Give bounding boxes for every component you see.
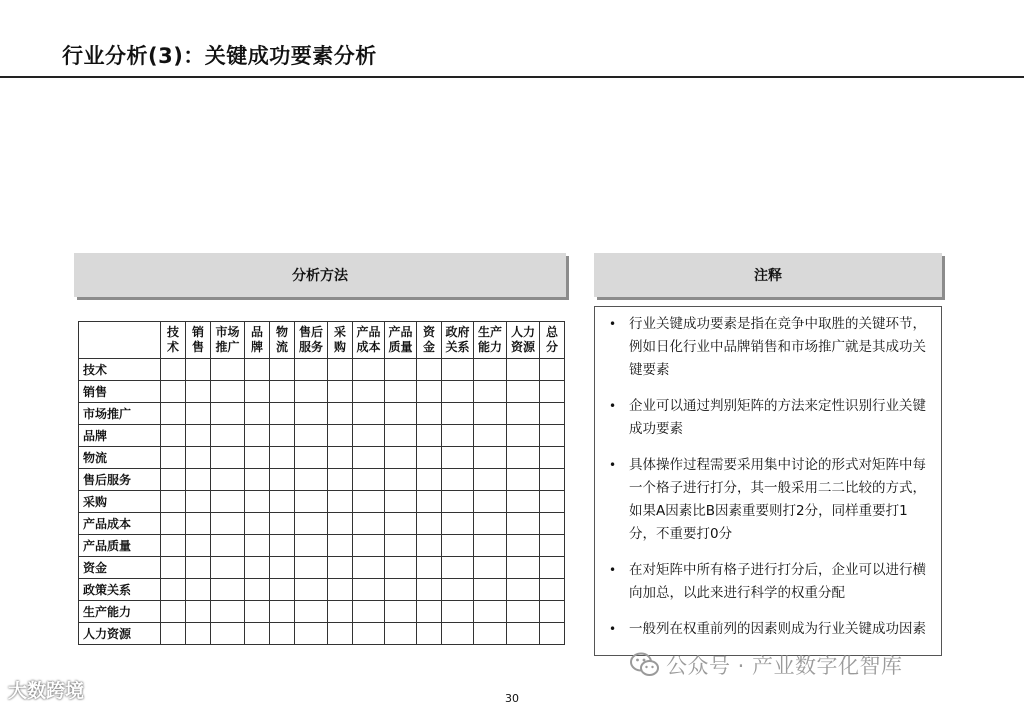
matrix-score-cell [211, 513, 245, 535]
matrix-score-cell [295, 425, 328, 447]
matrix-score-cell [186, 403, 211, 425]
matrix-score-cell [353, 513, 385, 535]
matrix-score-cell [270, 557, 295, 579]
matrix-score-cell [270, 381, 295, 403]
matrix-score-cell [161, 425, 186, 447]
matrix-score-cell [353, 469, 385, 491]
matrix-score-cell [295, 359, 328, 381]
matrix-score-cell [295, 447, 328, 469]
matrix-score-cell [540, 535, 565, 557]
matrix-score-cell [245, 557, 270, 579]
matrix-score-cell [442, 491, 474, 513]
column-header-line: 服务 [298, 340, 323, 354]
note-text: 在对矩阵中所有格子进行打分后，企业可以进行横向加总，以此来进行科学的权重分配 [629, 562, 926, 601]
column-header-line: 资 [422, 325, 435, 339]
method-section-header [74, 253, 566, 297]
matrix-score-cell [161, 359, 186, 381]
matrix-score-cell [328, 447, 353, 469]
matrix-score-cell [474, 579, 507, 601]
matrix-score-cell [245, 491, 270, 513]
column-header-line: 分 [545, 340, 558, 354]
matrix-score-cell [353, 557, 385, 579]
matrix-score-cell [385, 557, 417, 579]
matrix-score-cell [507, 535, 540, 557]
matrix-score-cell [507, 359, 540, 381]
column-header-line: 推广 [215, 340, 240, 354]
matrix-score-cell [540, 579, 565, 601]
matrix-score-cell [211, 557, 245, 579]
matrix-score-cell [328, 359, 353, 381]
column-header-line: 流 [275, 340, 288, 354]
matrix-score-cell [442, 381, 474, 403]
judgement-matrix [78, 321, 565, 645]
matrix-score-cell [270, 359, 295, 381]
column-header-line: 能力 [477, 340, 502, 354]
matrix-score-cell [353, 579, 385, 601]
matrix-score-cell [353, 403, 385, 425]
matrix-column-header [442, 322, 474, 359]
matrix-row-label: 品牌 [79, 425, 161, 447]
title-divider [0, 76, 1024, 78]
matrix-score-cell [186, 491, 211, 513]
matrix-column-header [353, 322, 385, 359]
wechat-icon [630, 652, 660, 683]
matrix-score-cell [211, 359, 245, 381]
matrix-score-cell [474, 601, 507, 623]
matrix-row [79, 601, 565, 623]
matrix-row [79, 491, 565, 513]
matrix-score-cell [295, 601, 328, 623]
matrix-score-cell [295, 513, 328, 535]
matrix-score-cell [295, 381, 328, 403]
matrix-score-cell [270, 579, 295, 601]
matrix-score-cell [186, 359, 211, 381]
matrix-score-cell [507, 557, 540, 579]
matrix-score-cell [295, 535, 328, 557]
note-item [609, 454, 931, 546]
matrix-score-cell [211, 469, 245, 491]
matrix-score-cell [385, 359, 417, 381]
matrix-score-cell [417, 601, 442, 623]
matrix-score-cell [442, 535, 474, 557]
matrix-score-cell [328, 579, 353, 601]
matrix-score-cell [161, 579, 186, 601]
matrix-score-cell [328, 535, 353, 557]
matrix-score-cell [442, 557, 474, 579]
matrix-score-cell [474, 447, 507, 469]
matrix-score-cell [270, 601, 295, 623]
page-number: 30 [505, 692, 519, 705]
column-header-line: 购 [333, 340, 346, 354]
matrix-score-cell [540, 403, 565, 425]
matrix-score-cell [417, 403, 442, 425]
matrix-score-cell [385, 403, 417, 425]
matrix-score-cell [186, 557, 211, 579]
matrix-score-cell [328, 425, 353, 447]
matrix-row [79, 359, 565, 381]
matrix-score-cell [474, 469, 507, 491]
matrix-score-cell [245, 359, 270, 381]
matrix-column-header [295, 322, 328, 359]
matrix-score-cell [328, 469, 353, 491]
matrix-score-cell [474, 491, 507, 513]
matrix-column-header [507, 322, 540, 359]
matrix-score-cell [161, 513, 186, 535]
column-header-line: 市场 [215, 325, 240, 339]
matrix-score-cell [353, 381, 385, 403]
bullet-icon: • [609, 563, 617, 577]
matrix-score-cell [353, 359, 385, 381]
matrix-score-cell [295, 579, 328, 601]
matrix-row-label: 销售 [79, 381, 161, 403]
matrix-score-cell [507, 447, 540, 469]
matrix-score-cell [474, 623, 507, 645]
matrix-score-cell [417, 557, 442, 579]
matrix-score-cell [161, 469, 186, 491]
column-header-line: 金 [422, 340, 435, 354]
matrix-score-cell [417, 447, 442, 469]
note-item [609, 313, 931, 382]
column-header-line: 售 [191, 340, 204, 354]
matrix-score-cell [507, 425, 540, 447]
matrix-score-cell [245, 513, 270, 535]
matrix-column-header [474, 322, 507, 359]
column-header-line: 成本 [356, 340, 381, 354]
column-header-line: 品 [250, 325, 263, 339]
matrix-score-cell [417, 623, 442, 645]
matrix-row-label: 产品质量 [79, 535, 161, 557]
matrix-score-cell [353, 601, 385, 623]
matrix-row-label: 资金 [79, 557, 161, 579]
matrix-row [79, 469, 565, 491]
matrix-score-cell [385, 601, 417, 623]
matrix-row-label: 生产能力 [79, 601, 161, 623]
matrix-score-cell [507, 469, 540, 491]
matrix-score-cell [353, 535, 385, 557]
matrix-score-cell [270, 535, 295, 557]
matrix-score-cell [540, 359, 565, 381]
matrix-row-label: 市场推广 [79, 403, 161, 425]
matrix-score-cell [270, 403, 295, 425]
column-header-line: 总 [545, 325, 558, 339]
column-header-line: 售后 [298, 325, 323, 339]
matrix-score-cell [540, 447, 565, 469]
matrix-score-cell [211, 491, 245, 513]
matrix-score-cell [507, 601, 540, 623]
notes-header-label: 注释 [754, 268, 782, 284]
matrix-column-header [161, 322, 186, 359]
matrix-score-cell [270, 425, 295, 447]
matrix-column-header [417, 322, 442, 359]
note-text: 一般列在权重前列的因素则成为行业关键成功因素 [629, 621, 926, 637]
matrix-score-cell [211, 447, 245, 469]
column-header-line: 牌 [250, 340, 263, 354]
matrix-score-cell [442, 579, 474, 601]
matrix-column-header [270, 322, 295, 359]
matrix-score-cell [385, 579, 417, 601]
matrix-score-cell [328, 403, 353, 425]
column-header-line: 产品 [356, 325, 381, 339]
matrix-column-header [385, 322, 417, 359]
matrix-score-cell [328, 623, 353, 645]
notes-list [609, 313, 931, 641]
matrix-row-label: 技术 [79, 359, 161, 381]
matrix-score-cell [328, 557, 353, 579]
matrix-score-cell [442, 425, 474, 447]
matrix-row [79, 535, 565, 557]
matrix-score-cell [540, 425, 565, 447]
matrix-column-header [211, 322, 245, 359]
matrix-score-cell [474, 403, 507, 425]
matrix-score-cell [245, 601, 270, 623]
matrix-score-cell [186, 535, 211, 557]
matrix-score-cell [270, 469, 295, 491]
matrix-row [79, 513, 565, 535]
bullet-icon: • [609, 458, 617, 472]
matrix-score-cell [245, 425, 270, 447]
matrix-score-cell [385, 535, 417, 557]
matrix-score-cell [161, 381, 186, 403]
matrix-score-cell [385, 425, 417, 447]
matrix-score-cell [161, 623, 186, 645]
matrix-score-cell [245, 469, 270, 491]
matrix-score-cell [540, 601, 565, 623]
column-header-line: 产品 [388, 325, 413, 339]
matrix-score-cell [540, 381, 565, 403]
matrix-row [79, 381, 565, 403]
matrix-row-label: 售后服务 [79, 469, 161, 491]
matrix-score-cell [211, 381, 245, 403]
matrix-score-cell [417, 579, 442, 601]
bullet-icon: • [609, 317, 617, 331]
notes-section-header [594, 253, 942, 297]
matrix-score-cell [442, 601, 474, 623]
matrix-score-cell [245, 447, 270, 469]
matrix-score-cell [245, 403, 270, 425]
matrix-score-cell [385, 381, 417, 403]
matrix-score-cell [161, 557, 186, 579]
matrix-score-cell [295, 403, 328, 425]
matrix-score-cell [245, 535, 270, 557]
page-title: 行业分析(3)：关键成功要素分析 [62, 44, 377, 68]
matrix-score-cell [417, 469, 442, 491]
column-header-line: 生产 [477, 325, 502, 339]
column-header-line: 质量 [388, 340, 413, 354]
matrix-score-cell [474, 381, 507, 403]
matrix-score-cell [507, 623, 540, 645]
matrix-score-cell [295, 557, 328, 579]
matrix-score-cell [417, 535, 442, 557]
matrix-score-cell [417, 513, 442, 535]
matrix-score-cell [186, 469, 211, 491]
matrix-score-cell [270, 491, 295, 513]
matrix-score-cell [442, 359, 474, 381]
matrix-score-cell [328, 601, 353, 623]
matrix-score-cell [474, 359, 507, 381]
column-header-line: 物 [275, 325, 288, 339]
matrix-score-cell [540, 513, 565, 535]
column-header-line: 政府 [445, 325, 470, 339]
note-text: 具体操作过程需要采用集中讨论的形式对矩阵中每一个格子进行打分，其一般采用二二比较的方式，如果A因素比B因素重要则打2分，同样重要打1分，不重要打0分 [629, 457, 926, 542]
column-header-line: 资源 [510, 340, 535, 354]
matrix-row-label: 产品成本 [79, 513, 161, 535]
matrix-column-header [186, 322, 211, 359]
matrix-score-cell [245, 381, 270, 403]
matrix-score-cell [161, 447, 186, 469]
matrix-score-cell [507, 491, 540, 513]
note-text: 企业可以通过判别矩阵的方法来定性识别行业关键成功要素 [629, 398, 926, 437]
matrix-score-cell [270, 623, 295, 645]
matrix-score-cell [186, 381, 211, 403]
matrix-score-cell [161, 403, 186, 425]
matrix-header-row [79, 322, 565, 359]
matrix-column-header [540, 322, 565, 359]
matrix-score-cell [417, 381, 442, 403]
column-header-line: 销 [191, 325, 204, 339]
matrix-score-cell [295, 491, 328, 513]
matrix-row-label: 物流 [79, 447, 161, 469]
matrix-column-header [328, 322, 353, 359]
matrix-score-cell [161, 601, 186, 623]
matrix-score-cell [540, 469, 565, 491]
matrix-score-cell [295, 469, 328, 491]
matrix-score-cell [417, 425, 442, 447]
matrix-score-cell [507, 513, 540, 535]
matrix-row [79, 447, 565, 469]
matrix-score-cell [417, 359, 442, 381]
matrix-row-label: 采购 [79, 491, 161, 513]
note-text: 行业关键成功要素是指在竞争中取胜的关键环节，例如日化行业中品牌销售和市场推广就是其成功关键要素 [629, 316, 926, 378]
matrix-score-cell [474, 535, 507, 557]
corner-watermark-text: 大数跨境 [8, 680, 85, 702]
matrix-score-cell [442, 447, 474, 469]
matrix-row [79, 403, 565, 425]
column-header-line: 术 [166, 340, 179, 354]
matrix-score-cell [211, 623, 245, 645]
matrix-score-cell [295, 623, 328, 645]
matrix-score-cell [186, 425, 211, 447]
matrix-score-cell [474, 513, 507, 535]
matrix-row [79, 579, 565, 601]
matrix-score-cell [211, 601, 245, 623]
bullet-icon: • [609, 399, 617, 413]
matrix-score-cell [442, 469, 474, 491]
matrix-score-cell [353, 623, 385, 645]
matrix-row [79, 623, 565, 645]
method-header-label: 分析方法 [292, 268, 348, 284]
bullet-icon: • [609, 622, 617, 636]
matrix-score-cell [186, 513, 211, 535]
matrix-score-cell [353, 425, 385, 447]
matrix-score-cell [507, 403, 540, 425]
matrix-score-cell [385, 491, 417, 513]
matrix-score-cell [385, 447, 417, 469]
matrix-score-cell [186, 623, 211, 645]
matrix-score-cell [270, 447, 295, 469]
matrix-score-cell [211, 425, 245, 447]
matrix-score-cell [328, 491, 353, 513]
matrix-score-cell [474, 425, 507, 447]
matrix-score-cell [245, 623, 270, 645]
note-item [609, 395, 931, 441]
matrix-corner-cell [79, 322, 161, 359]
column-header-line: 技 [166, 325, 179, 339]
matrix-score-cell [385, 513, 417, 535]
matrix-score-cell [211, 403, 245, 425]
matrix-score-cell [474, 557, 507, 579]
matrix-score-cell [211, 579, 245, 601]
matrix-score-cell [186, 447, 211, 469]
matrix-score-cell [270, 513, 295, 535]
matrix-row-label: 人力资源 [79, 623, 161, 645]
notes-box [594, 306, 942, 656]
matrix-score-cell [211, 535, 245, 557]
matrix-row [79, 557, 565, 579]
matrix-score-cell [353, 447, 385, 469]
column-header-line: 采 [333, 325, 346, 339]
matrix-score-cell [442, 623, 474, 645]
matrix-score-cell [507, 579, 540, 601]
matrix-score-cell [507, 381, 540, 403]
column-header-line: 人力 [510, 325, 535, 339]
matrix-score-cell [385, 623, 417, 645]
matrix-score-cell [540, 557, 565, 579]
matrix-score-cell [417, 491, 442, 513]
matrix-score-cell [161, 491, 186, 513]
note-item [609, 618, 931, 641]
matrix-score-cell [245, 579, 270, 601]
matrix-score-cell [328, 381, 353, 403]
matrix-score-cell [186, 601, 211, 623]
wechat-watermark [630, 650, 903, 683]
note-item [609, 559, 931, 605]
matrix-score-cell [385, 469, 417, 491]
matrix-score-cell [186, 579, 211, 601]
matrix-column-header [245, 322, 270, 359]
matrix-score-cell [442, 513, 474, 535]
matrix-row [79, 425, 565, 447]
column-header-line: 关系 [445, 340, 470, 354]
matrix-score-cell [328, 513, 353, 535]
matrix-score-cell [353, 491, 385, 513]
matrix-score-cell [540, 623, 565, 645]
matrix-row-label: 政策关系 [79, 579, 161, 601]
matrix-score-cell [161, 535, 186, 557]
matrix-score-cell [540, 491, 565, 513]
wechat-watermark-text: 公众号 · 产业数字化智库 [666, 654, 903, 678]
matrix-score-cell [442, 403, 474, 425]
